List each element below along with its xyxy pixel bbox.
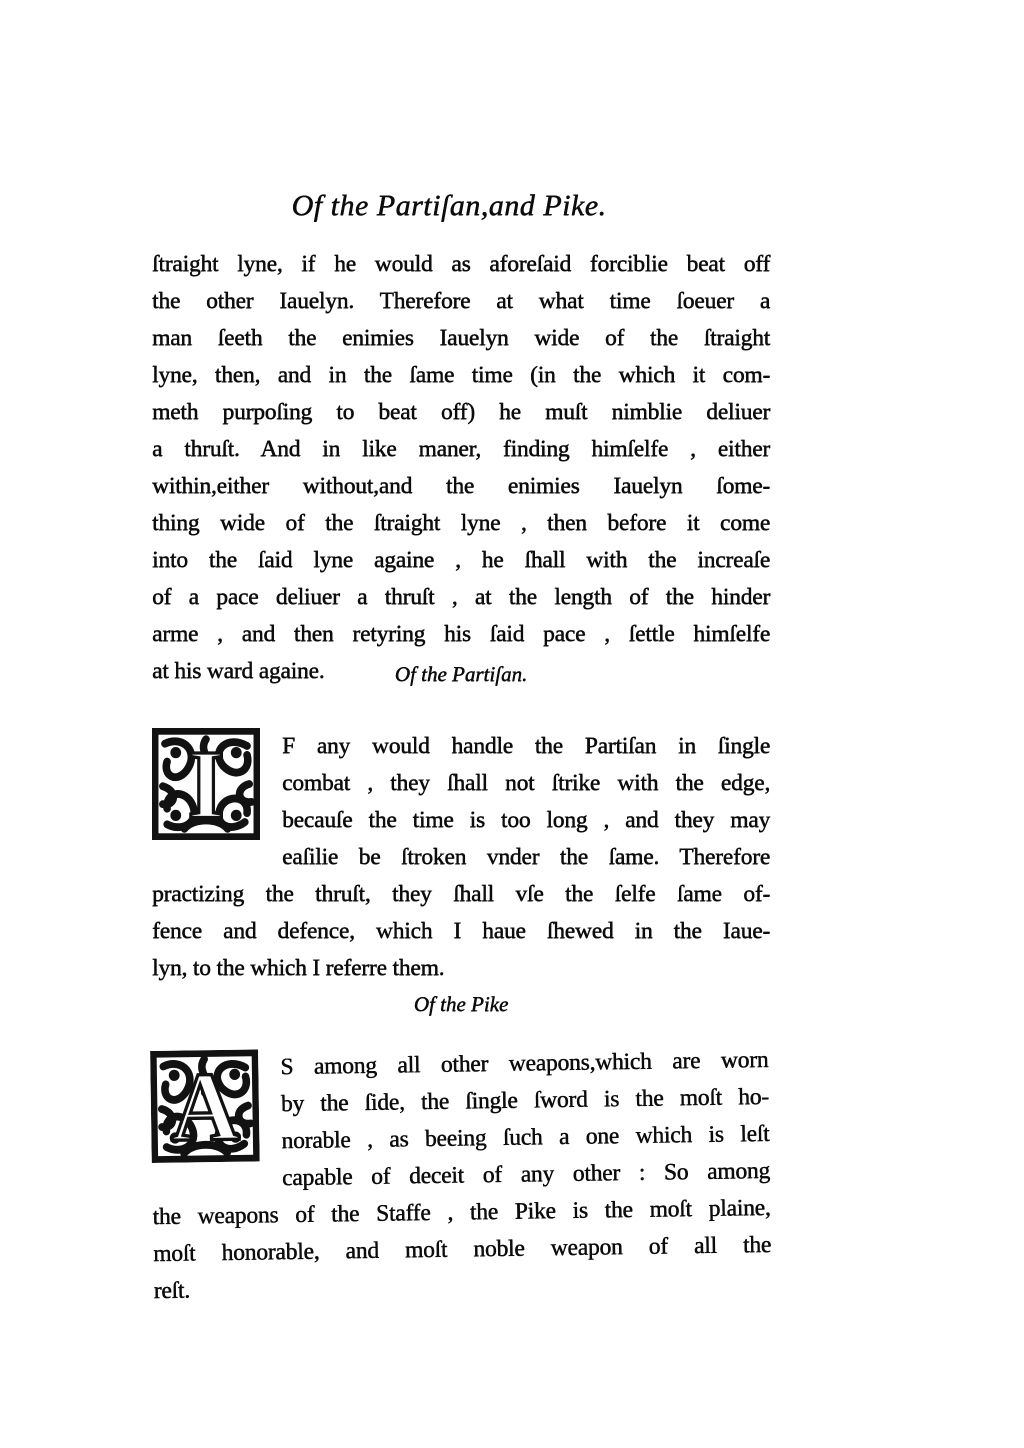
text-line: lyne, then, and in the ſame time (in the which it com- <box>152 362 770 388</box>
drop-cap-a <box>150 1049 260 1199</box>
text-line: lyn, to the which I referre them. <box>152 955 445 981</box>
initial-letter: A <box>169 1051 240 1162</box>
text-line: within,either without,and the enimies Iauelyn ſome- <box>152 473 770 499</box>
text-line: ſtraight lyne, if he would as aforeſaid forciblie beat off <box>152 251 770 277</box>
text-line: combat , they ſhall not ſtrike with the edge, <box>282 770 770 796</box>
text-line: practizing the thruſt, they ſhall vſe the ſelfe ſame of- <box>152 881 770 907</box>
opening-paragraph <box>152 246 770 690</box>
text-line: at his ward againe. <box>152 658 325 684</box>
text-line: man ſeeth the enimies Iauelyn wide of the ſtraight <box>152 325 770 351</box>
text-line: into the ſaid lyne againe , he ſhall with the increaſe <box>152 547 770 573</box>
text-line: by the ſide, the ſingle ſword is the moſt ho- <box>280 1083 770 1118</box>
text-line: of a pace deliuer a thruſt , at the length of the hinder <box>152 584 770 610</box>
text-line: a thruſt. And in like maner, finding himſelfe , either <box>152 436 770 462</box>
pike-paragraph <box>150 1042 772 1310</box>
text-line: fence and defence, which I haue ſhewed in the Iaue- <box>152 918 770 944</box>
foliate-initial-i-icon <box>152 728 260 840</box>
text-line: S among all other weapons,which are worn <box>280 1046 769 1081</box>
text-line: capable of deceit of any other : So among <box>281 1157 771 1192</box>
text-line: moſt honorable, and moſt noble weapon of all the <box>152 1231 772 1267</box>
text-line: norable , as beeing ſuch a one which is leſt <box>281 1120 770 1155</box>
text-line: reſt. <box>153 1277 191 1304</box>
page-title: Of the Partiſan,and Pike. <box>291 189 607 222</box>
section-heading-partisan: Of the Partiſan. <box>394 662 528 686</box>
section-heading-pike: Of the Pike <box>413 992 509 1016</box>
initial-letter: I <box>187 730 225 839</box>
text-line: arme , and then retyring his ſaid pace , ſettle himſelfe <box>152 621 770 647</box>
text-line: eaſilie be ſtroken vnder the ſame. Therefore <box>282 844 770 870</box>
text-line: becauſe the time is too long , and they may <box>282 807 770 833</box>
text-line: thing wide of the ſtraight lyne , then before it come <box>152 510 770 536</box>
text-line: meth purpoſing to beat off) he muſt nimblie deliuer <box>152 399 770 425</box>
text-line: the weapons of the Staffe , the Pike is the moſt plaine, <box>152 1194 771 1230</box>
text-line: F any would handle the Partiſan in ſingle <box>282 733 770 759</box>
drop-cap-i <box>152 728 260 876</box>
partisan-paragraph <box>152 728 770 987</box>
foliate-initial-a-icon <box>150 1049 260 1163</box>
text-line: the other Iauelyn. Therefore at what time ſoeuer a <box>152 288 770 314</box>
